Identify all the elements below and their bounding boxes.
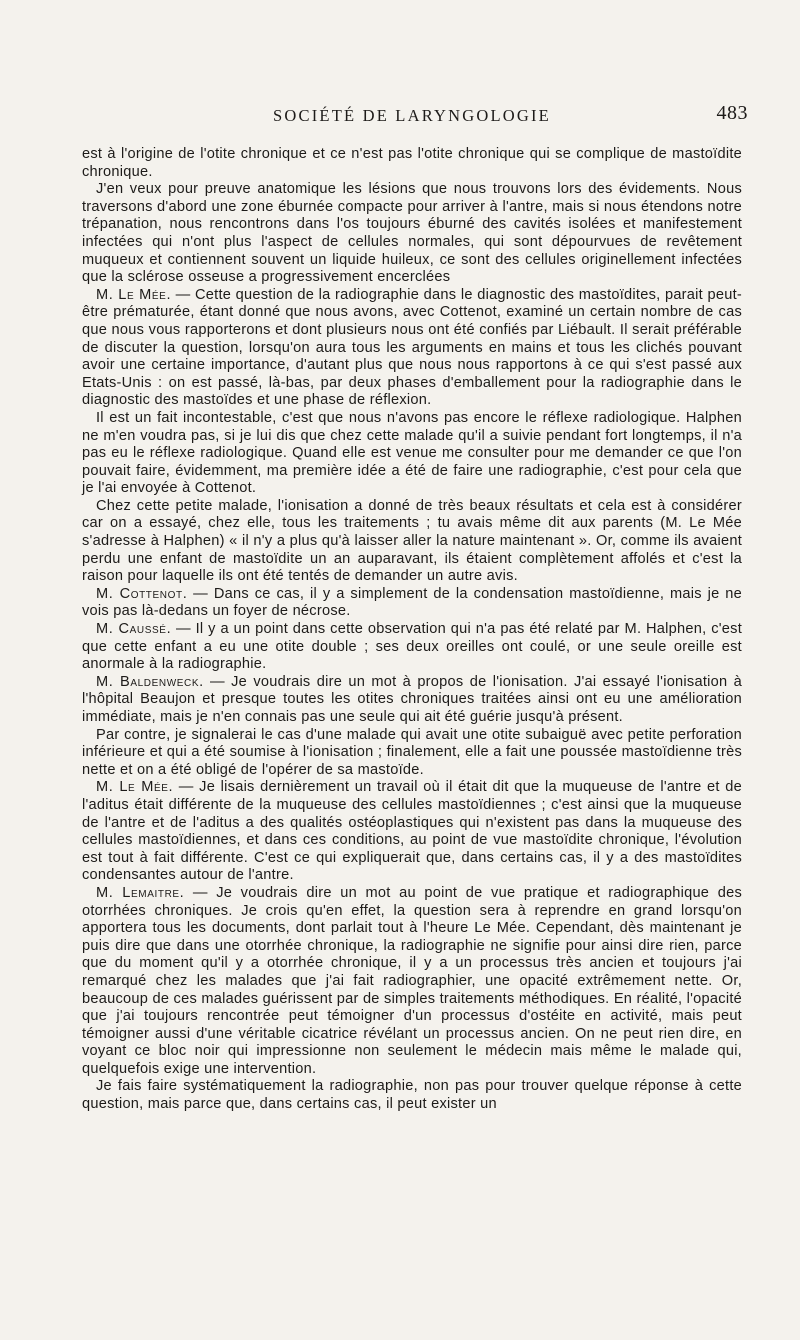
paragraph bbox=[82, 621, 742, 674]
running-title: SOCIÉTÉ DE LARYNGOLOGIE bbox=[273, 106, 551, 125]
paragraph bbox=[82, 586, 742, 621]
paragraph bbox=[82, 727, 742, 780]
paragraph bbox=[82, 287, 742, 410]
paragraph-text: — Il y a un point dans cette observation qui n'a pas été relaté par M. Halphen, c'est que cette enfant a eu une otite double ; ses deux oreilles ont coulé, or une seule oreille est anormale à la radiographie. bbox=[82, 621, 742, 673]
paragraph-text: — Cette question de la radiographie dans le diagnostic des mastoïdites, parait peut-être prématurée, étant donné que nous avons, avec Cottenot, examiné un certain nombre de cas que nous vous rapporterons et dont plusieurs nous ont été confiés par Liébault. Il serait préférable de discuter la question, lorsqu'on aura tous les arguments en mains et tous les clichés pouvant avoir une certaine importance, d'autant plus que nous nous rapportons à ce qui s'est passé aux Etats-Unis : on est passé, là-bas, par deux phases d'emballement pour la radiographie dans le diagnostic des mastoïdes et une phase de réflexion. bbox=[82, 286, 742, 409]
paragraph-text: — Dans ce cas, il y a simplement de la condensation mastoïdienne, mais je ne vois pas là-dedans un foyer de nécrose. bbox=[82, 585, 742, 620]
speaker-name: M. Lemaitre. bbox=[96, 884, 185, 901]
paragraph bbox=[82, 410, 742, 498]
paragraph bbox=[82, 181, 742, 287]
paragraph bbox=[82, 498, 742, 586]
running-header bbox=[82, 102, 748, 132]
paragraph bbox=[82, 674, 742, 727]
page-number: 483 bbox=[716, 102, 748, 124]
speaker-name: M. Baldenweck. bbox=[96, 673, 204, 690]
paragraph bbox=[82, 885, 742, 1079]
paragraph bbox=[82, 146, 742, 181]
paragraph bbox=[82, 1078, 742, 1113]
paragraph-text: Chez cette petite malade, l'ionisation a donné de très beaux résultats et cela est à considérer car on a essayé, chez elle, tous les traitements ; tu avais même dit aux parents (M. Le Mée s'adresse à Halphen) « il n'y a plus qu'à laisser aller la nature maintenant ». Or, comme ils avaient perdu une enfant de mastoïdite un an auparavant, ils étaient complètement affolés et c'est la raison pour laquelle ils ont été tentés de demander un autre avis. bbox=[82, 497, 742, 585]
speaker-name: M. Cottenot. bbox=[96, 585, 188, 602]
paragraph-text: Je fais faire systématiquement la radiographie, non pas pour trouver quelque réponse à cette question, mais parce que, dans certains cas, il peut exister un bbox=[82, 1078, 742, 1113]
paragraph-text: Par contre, je signalerai le cas d'une malade qui avait une otite subaiguë avec petite perforation inférieure et qui a été soumise à l'ionisation ; finalement, elle a fait une poussée mastoïdienne très nette et on a été obligé de l'opérer de sa mastoïde. bbox=[82, 726, 742, 778]
paragraph-text: est à l'origine de l'otite chronique et ce n'est pas l'otite chronique qui se complique de mastoïdite chronique. bbox=[82, 146, 742, 180]
speaker-name: M. Le Mée. bbox=[96, 286, 172, 303]
paragraph-text: — Je voudrais dire un mot à propos de l'ionisation. J'ai essayé l'ionisation à l'hôpital Beaujon et presque toutes les otites chroniques traitées ainsi ont eu une amélioration immédiate, mais je n'en connais pas une seule qui ait été guérie jusqu'à présent. bbox=[82, 673, 742, 725]
speaker-name: M. Le Mée. bbox=[96, 779, 174, 796]
body-text bbox=[82, 146, 742, 1114]
paragraph-text: — Je voudrais dire un mot au point de vue pratique et radiographique des otorrhées chroniques. Je crois qu'en effet, la question sera à reprendre en grand lorsqu'on apportera tous les documents, dont parlait tout à l'heure Le Mée. Cependant, dès maintenant je puis dire que dans une otorrhée chronique, la radiographie ne signifie pour ainsi dire rien, parce que du moment qu'il y a otorrhée chronique, il y a un processus très ancien et toujours j'ai remarqué chez les malades que j'ai fait radiographier, une opacité extrêmement nette. Or, beaucoup de ces malades guérissent par de simples traitements méthodiques. En réalité, l'opacité que j'ai toujours rencontrée peut témoigner d'un processus d'ostéite en activité, mais peut témoigner aussi d'une véritable cicatrice révélant un processus ancien. On ne peut rien dire, en voyant ce bloc noir qui impressionne non seulement le médecin mais même le malade qui, quelquefois exige une intervention. bbox=[82, 884, 742, 1077]
paragraph-text: Il est un fait incontestable, c'est que nous n'avons pas encore le réflexe radiologique. Halphen ne m'en voudra pas, si je lui dis que chez cette malade qu'il a suivie pendant fort longtemps, il n'a pas eu le réflexe radiologique. Quand elle est venue me consulter pour me demander ce que l'on pouvait faire, évidemment, ma première idée a été de faire une radiographie, c'est pour cela que je l'ai envoyée à Cottenot. bbox=[82, 409, 742, 497]
paragraph-text: — Je lisais dernièrement un travail où il était dit que la muqueuse de l'antre et de l'aditus était différente de la muqueuse des cellules mastoïdiennes ; c'est ainsi que la muqueuse de l'antre et de l'aditus a des qualités ostéoplastiques qui n'existent pas dans la muqueuse des cellules mastoïdiennes, et dans ces conditions, au point de vue mastoïdite chronique, l'évolution est tout à fait différente. C'est ce qui expliquerait que, dans certains cas, il y a des mastoïdites condensantes autour de l'antre. bbox=[82, 779, 742, 884]
speaker-name: M. Caussé. bbox=[96, 621, 172, 638]
paragraph bbox=[82, 779, 742, 885]
paragraph-text: J'en veux pour preuve anatomique les lésions que nous trouvons lors des évidements. Nous traversons d'abord une zone éburnée compacte pour arriver à l'antre, mais si nous étendons notre trépanation, nous rencontrons dans l'os toujours éburné des cavités isolées et manifestement infectées qui n'ont plus l'aspect de cellules normales, qui sont dépourvues de revêtement muqueux et contiennent souvent un liquide huileux, ce sont des cellules originellement infectées que la sclérose osseuse a progressivement encerclées bbox=[82, 181, 742, 286]
